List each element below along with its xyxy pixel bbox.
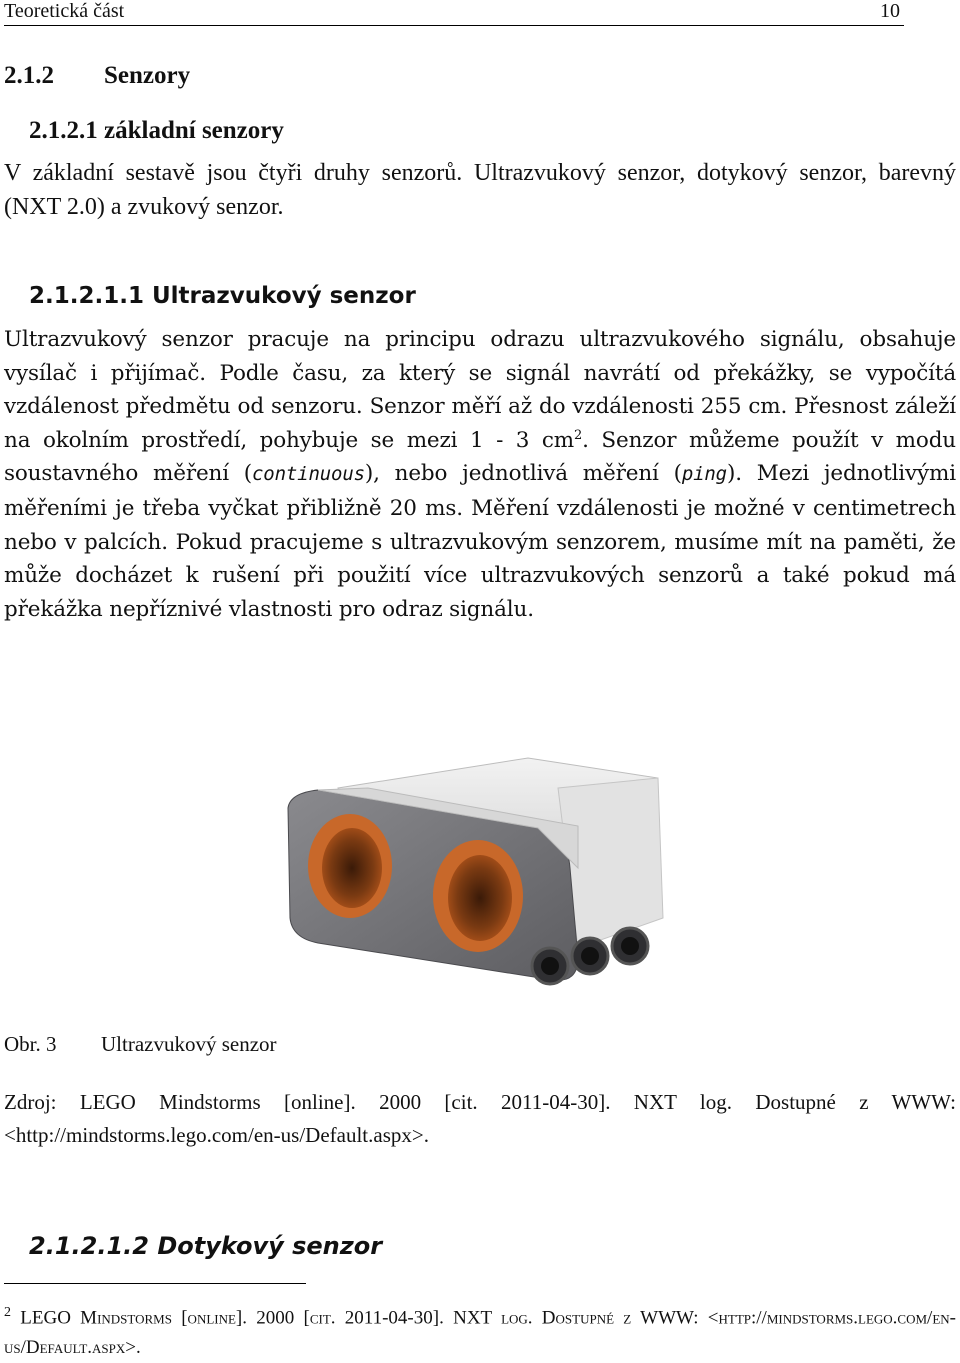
page-number: 10 bbox=[880, 0, 900, 22]
ultrasonic-text-1: Ultrazvukový senzor pracuje na principu odrazu ultrazvukového signálu, obsahuje vysílač i přijímač. Podle času, za který se signál navrátí od překážky, se vypočítá vzdálenost předmětu od senzoru. Senzor měří až do vzdálenosti 255 cm. Přesnost záleží na okolním prostředí, pohybuje se mezi 1 - 3 cm bbox=[4, 327, 956, 453]
ultrasonic-sensor-photo bbox=[278, 748, 698, 1008]
intro-paragraph: V základní sestavě jsou čtyři druhy senzorů. Ultrazvukový senzor, dotykový senzor, barevný (NXT 2.0) a zvukový senzor. bbox=[4, 160, 956, 220]
mode-continuous: continuous bbox=[252, 463, 365, 486]
footnote-reference: 2 bbox=[574, 427, 583, 443]
figure-caption-text: Ultrazvukový senzor bbox=[101, 1032, 277, 1056]
figure-caption bbox=[4, 1032, 277, 1057]
footnote-marker: 2 bbox=[4, 1305, 11, 1320]
figure-source: Zdroj: LEGO Mindstorms [online]. 2000 [cit. 2011-04-30]. NXT log. Dostupné z WWW: <http://mindstorms.lego.com/en-us/Default.aspx>. bbox=[4, 1090, 956, 1147]
page-header bbox=[4, 0, 904, 26]
section-heading bbox=[4, 62, 190, 90]
ultrasonic-text-2: . Senzor můžeme použít v modu soustavného měření ( bbox=[4, 427, 957, 487]
ultrasonic-text-4: ). Mezi jednotlivými měřeními je třeba vyčkat přibližně 20 ms. Měření vzdálenosti je možné v centimetrech nebo v palcích. Pokud pracujeme s ultrazvukovým senzorem, musíme mít na paměti, že může docházet k rušení při použití více ultrazvukových senzorů a také pokud má překážka nepříznivé vlastnosti pro odraz signálu. bbox=[4, 461, 956, 622]
mode-ping: ping bbox=[681, 463, 727, 486]
ultrasonic-heading: 2.1.2.1.1 Ultrazvukový senzor bbox=[29, 283, 416, 309]
footnote-text: LEGO Mindstorms [online]. 2000 [cit. 2011-04-30]. NXT log. Dostupné z WWW: <http://mindstorms.lego.com/en-us/Default.aspx>. bbox=[4, 1307, 956, 1359]
section-number: 2.1.2 bbox=[4, 62, 54, 89]
ultrasonic-text-3: ), nebo jednotlivá měření ( bbox=[364, 461, 682, 487]
figure-label: Obr. 3 bbox=[4, 1032, 57, 1056]
footnote bbox=[4, 1298, 956, 1363]
ultrasonic-paragraph bbox=[4, 323, 956, 626]
section-title: Senzory bbox=[104, 62, 191, 89]
subsection-heading: 2.1.2.1 základní senzory bbox=[29, 117, 284, 144]
footnote-rule bbox=[4, 1283, 306, 1284]
header-title: Teoretická část bbox=[4, 0, 125, 22]
touch-sensor-heading: 2.1.2.1.2 Dotykový senzor bbox=[29, 1232, 383, 1260]
